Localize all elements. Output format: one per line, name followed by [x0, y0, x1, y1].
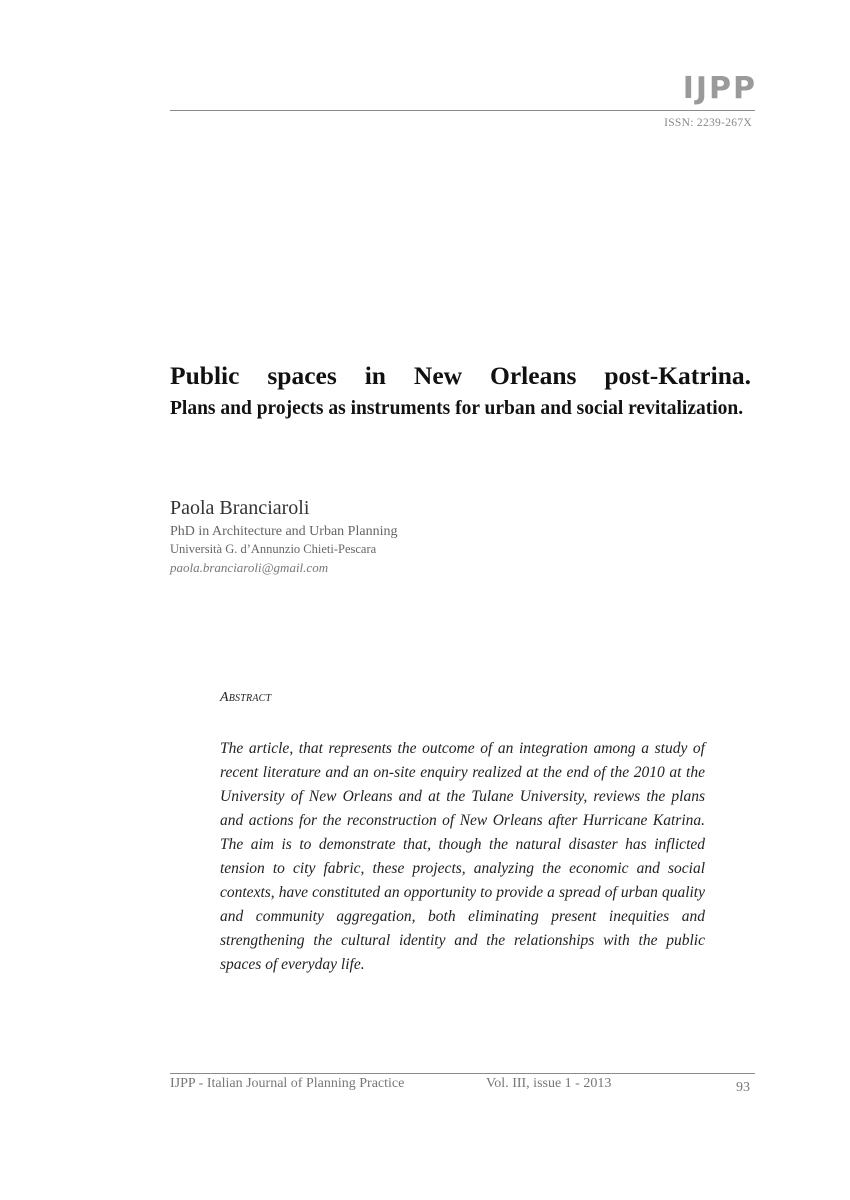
abstract-heading: Abstract [220, 690, 272, 705]
footer-volume: Vol. III, issue 1 - 2013 [486, 1076, 612, 1091]
footer-journal-name: IJPP - Italian Journal of Planning Practice [170, 1076, 405, 1091]
abstract-text: The article, that represents the outcome of an integration among a study of recent literature and an on-site enquiry realized at the end of the 2010 at the University of New Orleans and at the Tulane University, reviews the plans and actions for the reconstruction of New Orleans after Hurricane Katrina. The aim is to demonstrate that, though the natural disaster has inflicted tension to city fabric, these projects, analyzing the economic and social contexts, have constituted an opportunity to provide a spread of urban quality and community aggregation, both eliminating present inequities and strengthening the cultural identity and the relationships with the public spaces of everyday life. [220, 740, 705, 973]
author-institution: Università G. d’Annunzio Chieti-Pescara [170, 542, 377, 556]
page-number: 93 [736, 1080, 750, 1095]
header-divider [170, 110, 755, 111]
journal-logo: IJPP [682, 71, 757, 106]
footer-divider [170, 1073, 755, 1074]
author-name: Paola Branciaroli [170, 497, 310, 519]
author-email: paola.branciaroli@gmail.com [170, 560, 329, 575]
article-subtitle: Plans and projects as instruments for urban and social revitalization. [170, 398, 744, 419]
article-title: Public spaces in New Orleans post-Katrina. [170, 361, 751, 390]
author-degree: PhD in Architecture and Urban Planning [170, 524, 398, 539]
issn-label: ISSN: 2239-267X [664, 117, 752, 129]
